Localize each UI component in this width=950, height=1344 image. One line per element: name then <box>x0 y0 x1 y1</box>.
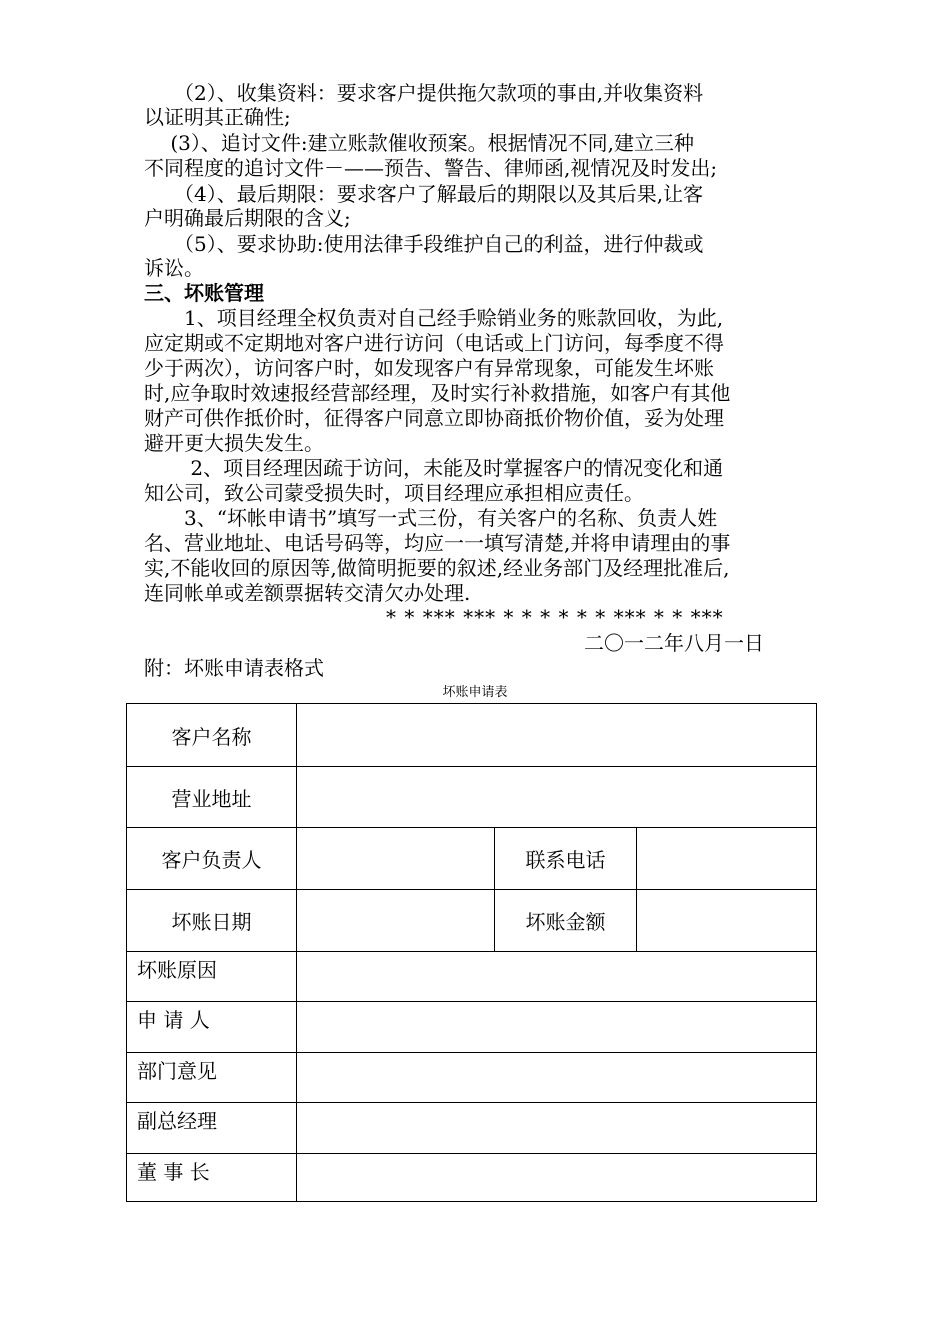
customer-name-field[interactable] <box>297 704 817 767</box>
text-line: 名、营业地址、电话号码等，均应一一填写清楚,并将申请理由的事 <box>144 531 731 555</box>
stars-line: * * *** *** * * * * * * *** * * *** <box>386 605 724 629</box>
chairman-label: 董 事 长 <box>127 1154 297 1202</box>
phone-field[interactable] <box>637 828 817 890</box>
customer-name-label: 客户名称 <box>127 704 297 767</box>
date: 二〇一二年八月一日 <box>584 631 764 655</box>
applicant-field[interactable] <box>297 1002 817 1053</box>
bad-debt-date-field[interactable] <box>297 890 495 952</box>
text-line: （2）、收集资料：要求客户提供拖欠款项的事由,并收集资料 <box>144 81 704 105</box>
vice-gm-label: 副总经理 <box>127 1103 297 1154</box>
text-line: (3）、追讨文件:建立账款催收预案。根据情况不同,建立三种 <box>144 131 694 155</box>
phone-label: 联系电话 <box>495 828 637 890</box>
bad-debt-amount-field[interactable] <box>637 890 817 952</box>
chairman-field[interactable] <box>297 1154 817 1202</box>
dept-opinion-field[interactable] <box>297 1053 817 1103</box>
text-line: 避开更大损失发生。 <box>144 431 324 455</box>
text-line: 户明确最后期限的含义; <box>144 206 351 230</box>
text-line: 连同帐单或差额票据转交清欠办处理. <box>144 581 471 605</box>
customer-contact-label: 客户负责人 <box>127 828 297 890</box>
text-line: （5）、要求协助:使用法律手段维护自己的利益，进行仲裁或 <box>144 232 704 256</box>
text-line: 实,不能收回的原因等,做简明扼要的叙述,经业务部门及经理批准后, <box>144 556 730 580</box>
bad-debt-date-label: 坏账日期 <box>127 890 297 952</box>
form-caption: 坏账申请表 <box>442 685 508 700</box>
dept-opinion-label: 部门意见 <box>127 1053 297 1103</box>
text-line: 少于两次），访问客户时，如发现客户有异常现象，可能发生坏账 <box>144 356 714 380</box>
business-address-field[interactable] <box>297 767 817 828</box>
text-line: 知公司，致公司蒙受损失时，项目经理应承担相应责任。 <box>144 481 644 505</box>
appendix-label: 附：坏账申请表格式 <box>144 656 324 680</box>
bad-debt-form <box>126 703 817 1202</box>
vice-gm-field[interactable] <box>297 1103 817 1154</box>
text-line: 1、项目经理全权负责对自己经手赊销业务的账款回收，为此, <box>144 306 724 330</box>
section-heading: 三、坏账管理 <box>144 281 264 305</box>
text-line: 不同程度的追讨文件－——预告、警告、律师函,视情况及时发出; <box>144 156 718 180</box>
text-line: （4）、最后期限：要求客户了解最后的期限以及其后果,让客 <box>144 182 704 206</box>
applicant-label: 申 请 人 <box>127 1002 297 1053</box>
bad-debt-reason-label: 坏账原因 <box>127 952 297 1002</box>
customer-contact-field[interactable] <box>297 828 495 890</box>
business-address-label: 营业地址 <box>127 767 297 828</box>
bad-debt-amount-label: 坏账金额 <box>495 890 637 952</box>
text-line: 财产可供作抵价时，征得客户同意立即协商抵价物价值，妥为处理 <box>144 406 724 430</box>
text-line: 3、“坏帐申请书”填写一式三份，有关客户的名称、负责人姓 <box>144 506 718 530</box>
bad-debt-reason-field[interactable] <box>297 952 817 1002</box>
text-line: 时,应争取时效速报经营部经理，及时实行补救措施，如客户有其他 <box>144 381 731 405</box>
text-line: 诉讼。 <box>144 256 204 280</box>
text-line: 以证明其正确性; <box>144 105 291 129</box>
text-line: 应定期或不定期地对客户进行访问（电话或上门访问，每季度不得 <box>144 331 724 355</box>
text-line: 2、项目经理因疏于访问，未能及时掌握客户的情况变化和通 <box>144 456 724 480</box>
